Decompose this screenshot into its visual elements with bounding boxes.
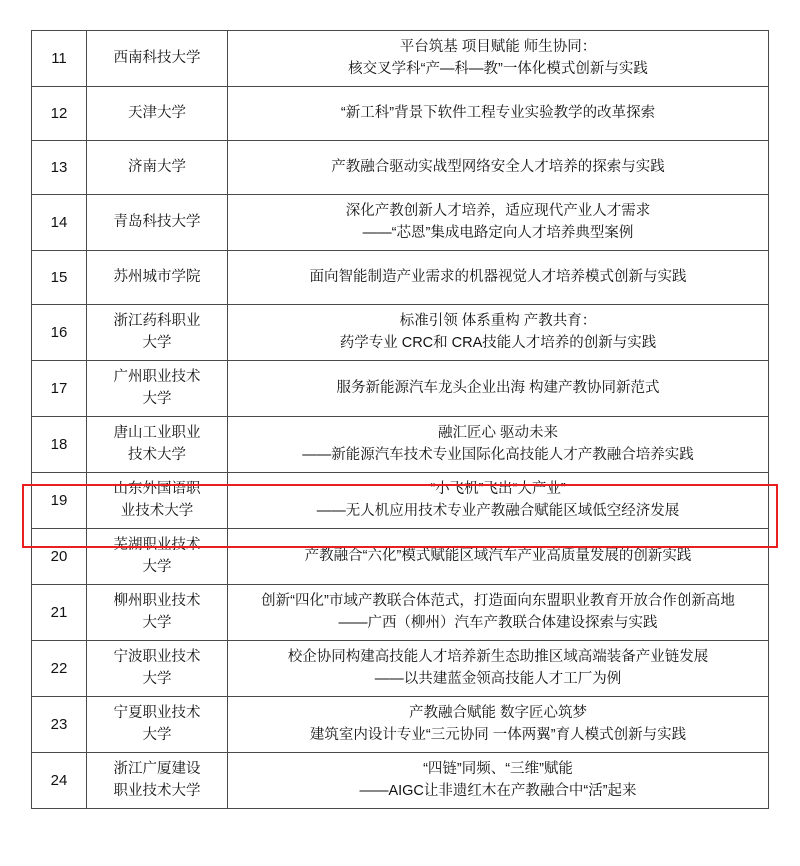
organization-line: 浙江广厦建设 xyxy=(113,761,201,778)
row-number-cell xyxy=(32,31,87,87)
title-cell xyxy=(228,473,769,529)
organization-cell xyxy=(87,87,228,141)
row-number: 15 xyxy=(50,269,68,286)
organization-line: 唐山工业职业 xyxy=(113,425,201,442)
title-cell xyxy=(228,641,769,697)
table-row xyxy=(32,361,769,417)
organization-cell xyxy=(87,251,228,305)
row-number: 11 xyxy=(51,50,67,67)
row-number-cell xyxy=(32,529,87,585)
row-number: 12 xyxy=(50,105,68,122)
organization-line: 大学 xyxy=(142,334,172,351)
row-number: 23 xyxy=(50,716,68,733)
title-line: 建筑室内设计专业“三元协同 一体两翼”育人模式创新与实践 xyxy=(309,726,687,743)
row-number-cell xyxy=(32,195,87,251)
title-line: 标准引领 体系重构 产教共育： xyxy=(399,312,597,329)
organization-line: 芜湖职业技术 xyxy=(113,537,201,554)
table-row xyxy=(32,87,769,141)
organization-line: 青岛科技大学 xyxy=(113,213,201,230)
title-line: “新工科”背景下软件工程专业实验教学的改革探索 xyxy=(340,104,656,121)
title-line: “小飞机”飞出“大产业” xyxy=(430,480,566,497)
organization-cell xyxy=(87,473,228,529)
table-row xyxy=(32,417,769,473)
title-line: ——AIGC让非遗红木在产教融合中“活”起来 xyxy=(359,782,637,799)
row-number-cell xyxy=(32,641,87,697)
organization-cell xyxy=(87,305,228,361)
table-row xyxy=(32,641,769,697)
row-number-cell xyxy=(32,251,87,305)
organization-line: 大学 xyxy=(142,726,172,743)
table-row xyxy=(32,141,769,195)
organization-cell xyxy=(87,361,228,417)
table-row xyxy=(32,195,769,251)
organization-cell xyxy=(87,195,228,251)
row-number: 19 xyxy=(50,492,68,509)
organization-cell xyxy=(87,417,228,473)
row-number-cell xyxy=(32,87,87,141)
title-line: 药学专业 CRC和 CRA技能人才培养的创新与实践 xyxy=(339,334,657,351)
row-number-cell xyxy=(32,753,87,809)
title-line: 校企协同构建高技能人才培养新生态助推区域高端装备产业链发展 xyxy=(287,648,709,665)
table-row xyxy=(32,753,769,809)
title-line: ——以共建蓝金领高技能人才工厂为例 xyxy=(374,670,622,687)
organization-cell xyxy=(87,31,228,87)
title-line: “四链”同频、“三维”赋能 xyxy=(423,760,573,777)
title-cell xyxy=(228,585,769,641)
title-cell xyxy=(228,87,769,141)
table-row xyxy=(32,697,769,753)
title-line: 面向智能制造产业需求的机器视觉人才培养模式创新与实践 xyxy=(309,268,687,285)
table-row xyxy=(32,31,769,87)
organization-line: 职业技术大学 xyxy=(113,782,201,799)
organization-line: 山东外国语职 xyxy=(113,481,201,498)
row-number: 14 xyxy=(50,214,68,231)
row-number-cell xyxy=(32,417,87,473)
title-cell xyxy=(228,753,769,809)
title-line: 产教融合赋能 数字匠心筑梦 xyxy=(408,704,588,721)
project-list-table xyxy=(31,30,769,809)
title-line: 产教融合“六化”模式赋能区域汽车产业高质量发展的创新实践 xyxy=(304,547,692,564)
title-cell xyxy=(228,141,769,195)
title-line: 产教融合驱动实战型网络安全人才培养的探索与实践 xyxy=(331,158,665,175)
row-number-cell xyxy=(32,361,87,417)
title-cell xyxy=(228,251,769,305)
row-number: 20 xyxy=(50,548,68,565)
title-line: 平台筑基 项目赋能 师生协同： xyxy=(399,38,597,55)
row-number: 18 xyxy=(50,436,68,453)
row-number-cell xyxy=(32,697,87,753)
table-row xyxy=(32,251,769,305)
title-line: 融汇匠心 驱动未来 xyxy=(437,424,559,441)
table-row xyxy=(32,585,769,641)
row-number-cell xyxy=(32,473,87,529)
row-number-cell xyxy=(32,305,87,361)
title-line: ——“芯恩”集成电路定向人才培养典型案例 xyxy=(362,224,634,241)
organization-line: 宁波职业技术 xyxy=(113,649,201,666)
title-cell xyxy=(228,361,769,417)
organization-line: 广州职业技术 xyxy=(113,369,201,386)
organization-line: 西南科技大学 xyxy=(113,49,201,66)
title-cell xyxy=(228,305,769,361)
table-row xyxy=(32,305,769,361)
title-line: 创新“四化”市域产教联合体范式，打造面向东盟职业教育开放合作创新高地 xyxy=(261,592,735,609)
title-cell xyxy=(228,417,769,473)
title-line: 深化产教创新人才培养，适应现代产业人才需求 xyxy=(345,202,651,219)
organization-line: 大学 xyxy=(142,614,172,631)
table-row xyxy=(32,529,769,585)
organization-cell xyxy=(87,753,228,809)
organization-line: 浙江药科职业 xyxy=(113,313,201,330)
title-line: 核交叉学科“产—科—教”一体化模式创新与实践 xyxy=(348,60,648,77)
row-number: 16 xyxy=(50,324,68,341)
row-number: 17 xyxy=(50,380,68,397)
title-line: ——广西（柳州）汽车产教联合体建设探索与实践 xyxy=(338,614,658,631)
organization-line: 大学 xyxy=(142,558,172,575)
organization-cell xyxy=(87,529,228,585)
title-cell xyxy=(228,31,769,87)
organization-line: 业技术大学 xyxy=(120,502,194,519)
organization-line: 柳州职业技术 xyxy=(113,593,201,610)
organization-cell xyxy=(87,697,228,753)
organization-line: 天津大学 xyxy=(128,104,186,121)
title-line: ——无人机应用技术专业产教融合赋能区域低空经济发展 xyxy=(316,502,680,519)
organization-cell xyxy=(87,585,228,641)
organization-line: 济南大学 xyxy=(128,158,186,175)
organization-line: 大学 xyxy=(142,390,172,407)
organization-line: 宁夏职业技术 xyxy=(113,705,201,722)
organization-cell xyxy=(87,141,228,195)
title-line: ——新能源汽车技术专业国际化高技能人才产教融合培养实践 xyxy=(302,446,694,463)
table-row-highlighted xyxy=(32,473,769,529)
title-cell xyxy=(228,195,769,251)
row-number-cell xyxy=(32,585,87,641)
row-number: 13 xyxy=(50,159,68,176)
title-cell xyxy=(228,529,769,585)
table-body xyxy=(32,31,769,809)
organization-line: 技术大学 xyxy=(128,446,186,463)
row-number-cell xyxy=(32,141,87,195)
row-number: 22 xyxy=(50,660,68,677)
organization-line: 苏州城市学院 xyxy=(113,268,201,285)
title-line: 服务新能源汽车龙头企业出海 构建产教协同新范式 xyxy=(336,379,660,396)
organization-cell xyxy=(87,641,228,697)
row-number: 21 xyxy=(50,604,68,621)
row-number: 24 xyxy=(50,772,68,789)
title-cell xyxy=(228,697,769,753)
organization-line: 大学 xyxy=(142,670,172,687)
